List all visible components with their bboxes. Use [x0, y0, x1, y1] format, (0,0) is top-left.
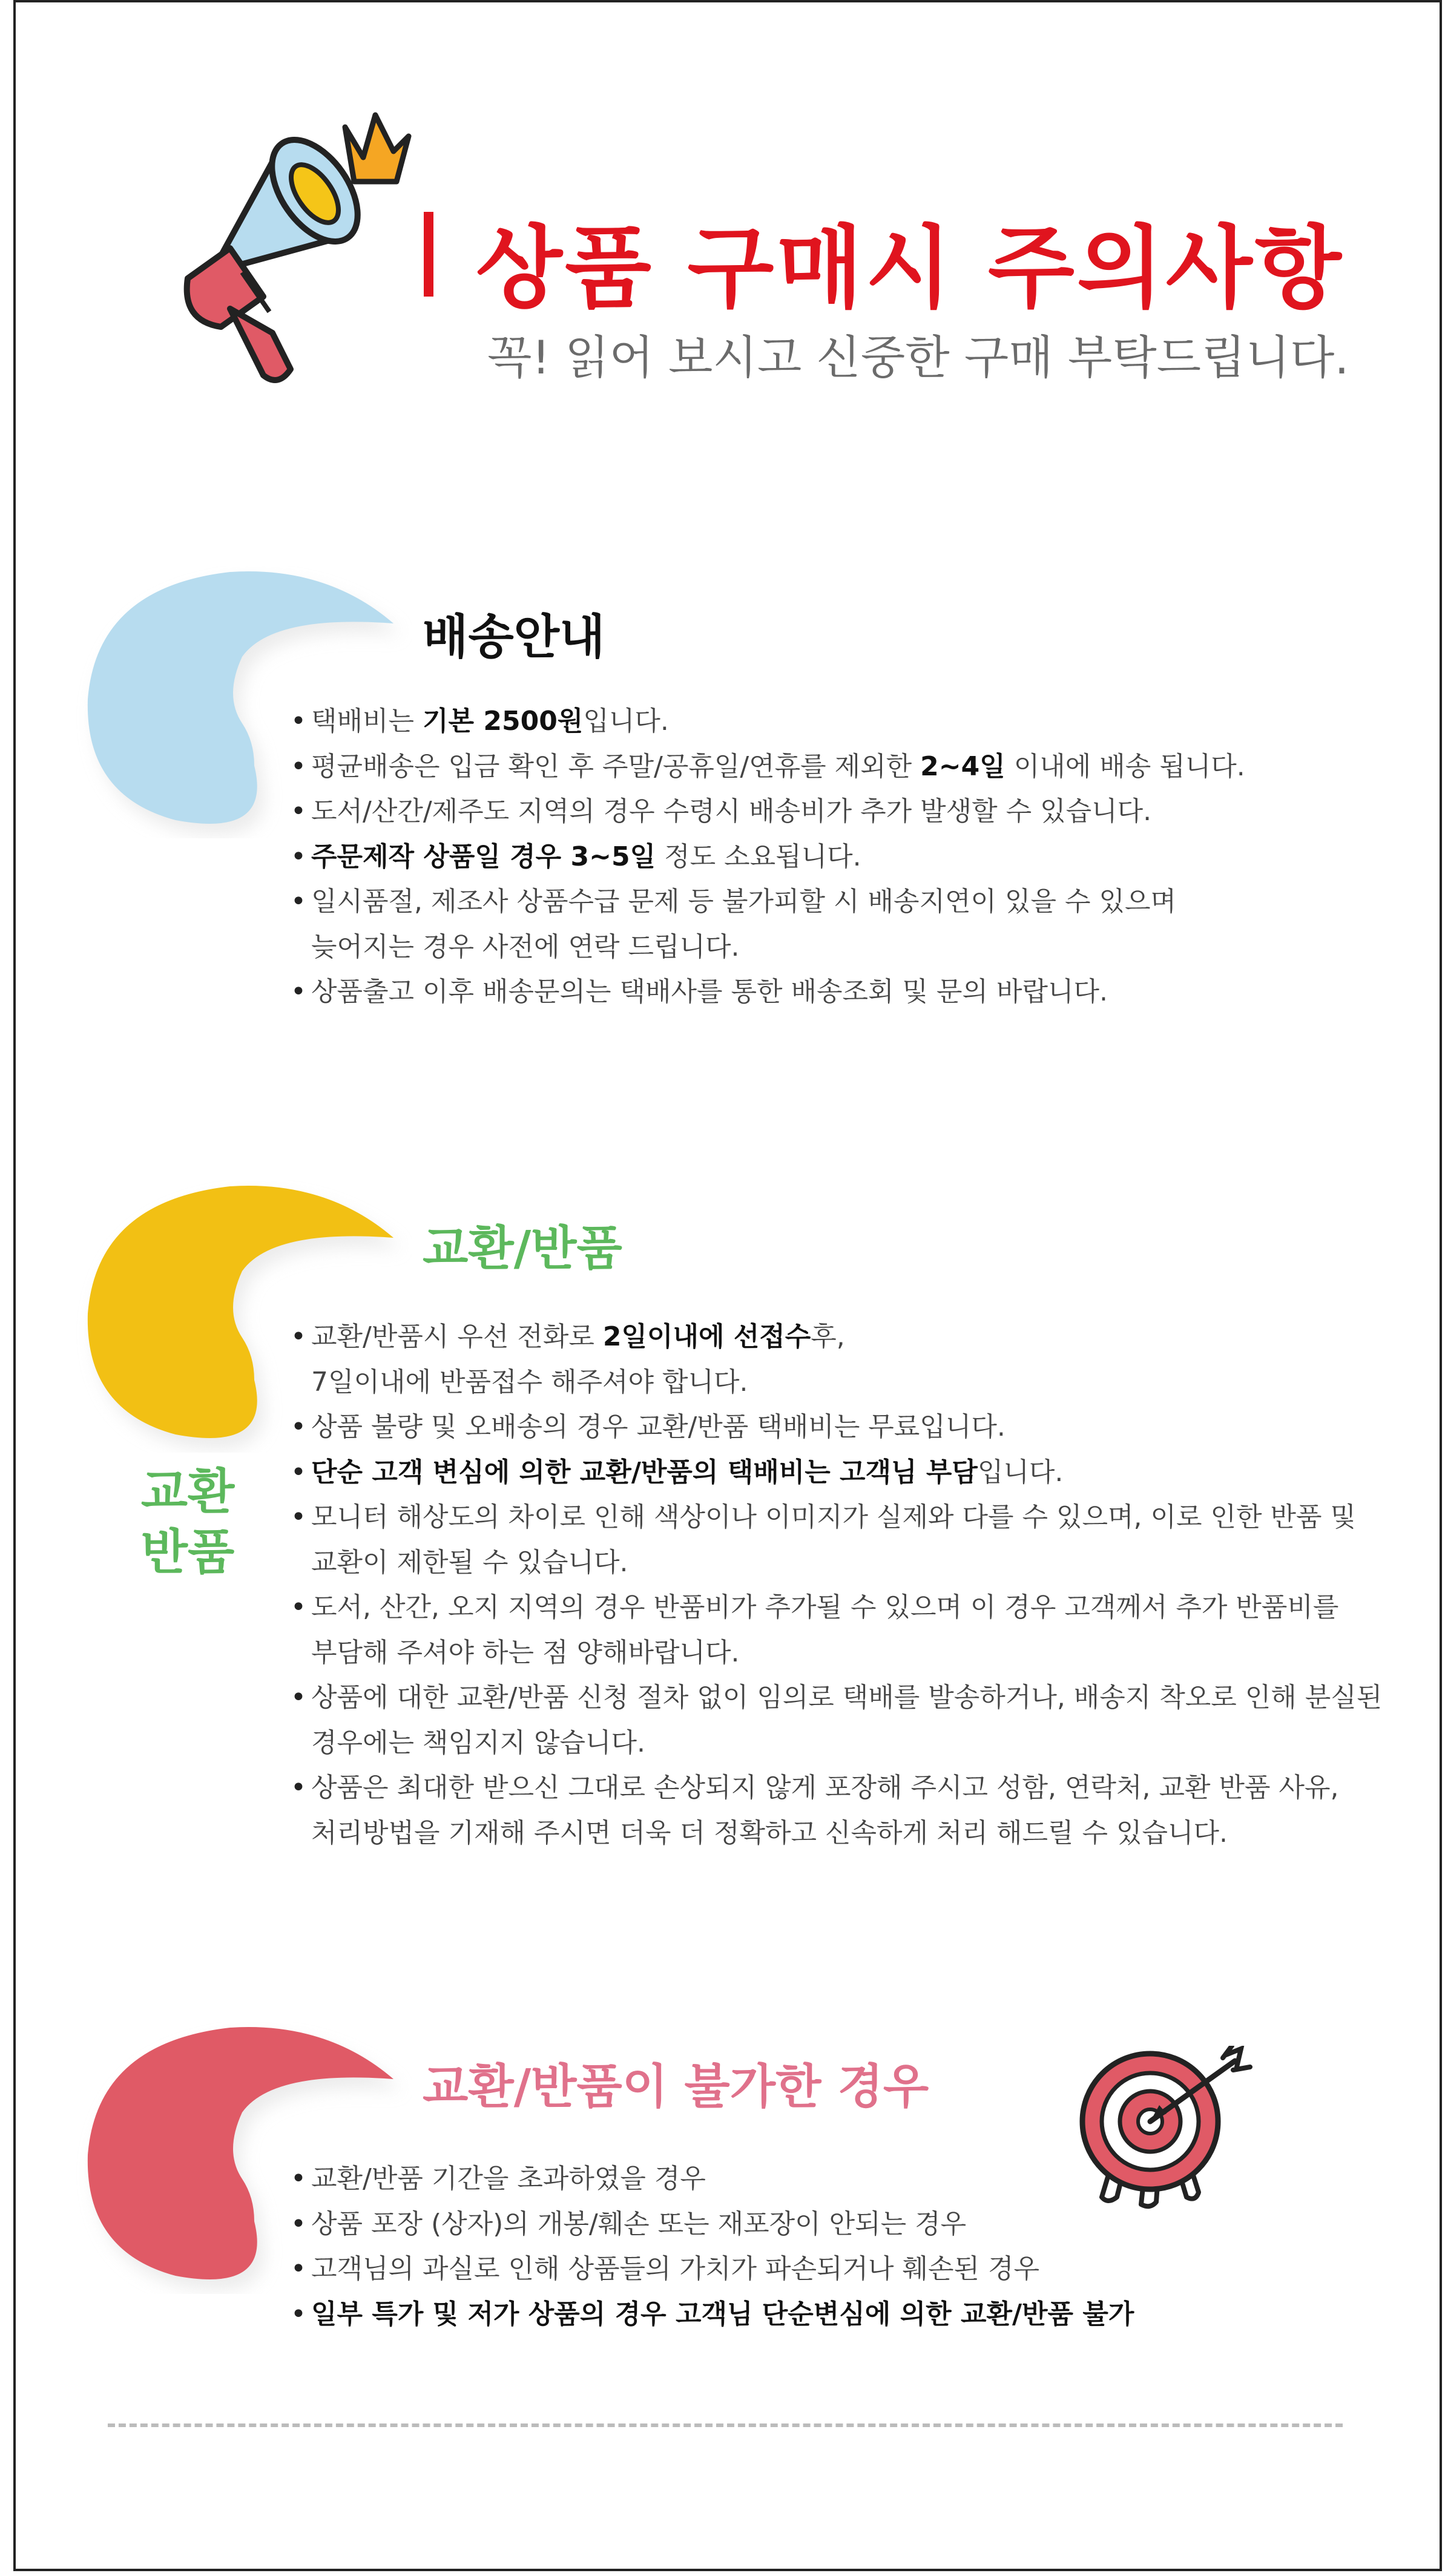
shipping-list — [291, 699, 1245, 1015]
section-title-not-allowed: 교환/반품이 불가한 경우 — [423, 2060, 929, 2114]
list-item: • 상품에 대한 교환/반품 신청 절차 없이 임의로 택배를 발송하거나, 배송지 착오로 인해 분실된 경우에는 책임지지 않습니다. — [291, 1675, 1382, 1766]
list-item: • 평균배송은 입금 확인 후 주말/공휴일/연휴를 제외한 2~4일 이내에 배송 됩니다. — [291, 744, 1245, 790]
side-label-line-1: 교환 — [140, 1464, 235, 1520]
section-title-shipping: 배송안내 — [423, 610, 605, 665]
crown-icon — [345, 115, 409, 182]
list-item: • 택배비는 기본 2500원입니다. — [291, 699, 1245, 744]
list-item: • 상품 불량 및 오배송의 경우 교환/반품 택배비는 무료입니다. — [291, 1405, 1382, 1450]
list-item: • 주문제작 상품일 경우 3~5일 정도 소요됩니다. — [291, 835, 1245, 880]
list-item: • 단순 고객 변심에 의한 교환/반품의 택배비는 고객님 부담입니다. — [291, 1450, 1382, 1496]
list-item: • 일부 특가 및 저가 상품의 경우 고객님 단순변심에 의한 교환/반품 불가 — [291, 2292, 1134, 2338]
list-item: • 도서, 산간, 오지 지역의 경우 반품비가 추가될 수 있으며 이 경우 고객께서 추가 반품비를 부담해 주셔야 하는 점 양해바랍니다. — [291, 1585, 1382, 1675]
page-title: 상품 구매시 주의사항 — [476, 216, 1344, 320]
side-label-line-2: 반품 — [140, 1524, 235, 1580]
list-item: • 상품 포장 (상자)의 개봉/훼손 또는 재포장이 안되는 경우 — [291, 2202, 1134, 2247]
section-title-exchange: 교환/반품 — [423, 1221, 622, 1276]
list-item: • 상품은 최대한 받으신 그대로 손상되지 않게 포장해 주시고 성함, 연락처, 교환 반품 사유, 처리방법을 기재해 주시면 더욱 더 정확하고 신속하게 처리 해드릴 수 있습니다. — [291, 1766, 1382, 1856]
list-item: • 도서/산간/제주도 지역의 경우 수령시 배송비가 추가 발생할 수 있습니다. — [291, 789, 1245, 835]
dashed-divider — [108, 2423, 1343, 2427]
title-accent-bar — [424, 212, 433, 297]
list-item: • 모니터 해상도의 차이로 인해 색상이나 이미지가 실제와 다를 수 있으며, 이로 인한 반품 및 교환이 제한될 수 있습니다. — [291, 1495, 1382, 1585]
side-label-exchange-return — [139, 1462, 236, 1583]
list-item: • 교환/반품 기간을 초과하였을 경우 — [291, 2157, 1134, 2202]
page-subtitle: 꼭! 읽어 보시고 신중한 구매 부탁드립니다. — [487, 330, 1349, 384]
list-item: • 교환/반품시 우선 전화로 2일이내에 선접수후, 7일이내에 반품접수 해주셔야 합니다. — [291, 1315, 1382, 1405]
list-item: • 일시품절, 제조사 상품수급 문제 등 불가피할 시 배송지연이 있을 수 있으며 늦어지는 경우 사전에 연락 드립니다. — [291, 879, 1245, 970]
list-item: • 상품출고 이후 배송문의는 택배사를 통한 배송조회 및 문의 바랍니다. — [291, 970, 1245, 1015]
list-item: • 고객님의 과실로 인해 상품들의 가치가 파손되거나 훼손된 경우 — [291, 2247, 1134, 2292]
exchange-list — [291, 1315, 1382, 1856]
not-allowed-list — [291, 2157, 1134, 2337]
megaphone-icon — [163, 91, 418, 393]
